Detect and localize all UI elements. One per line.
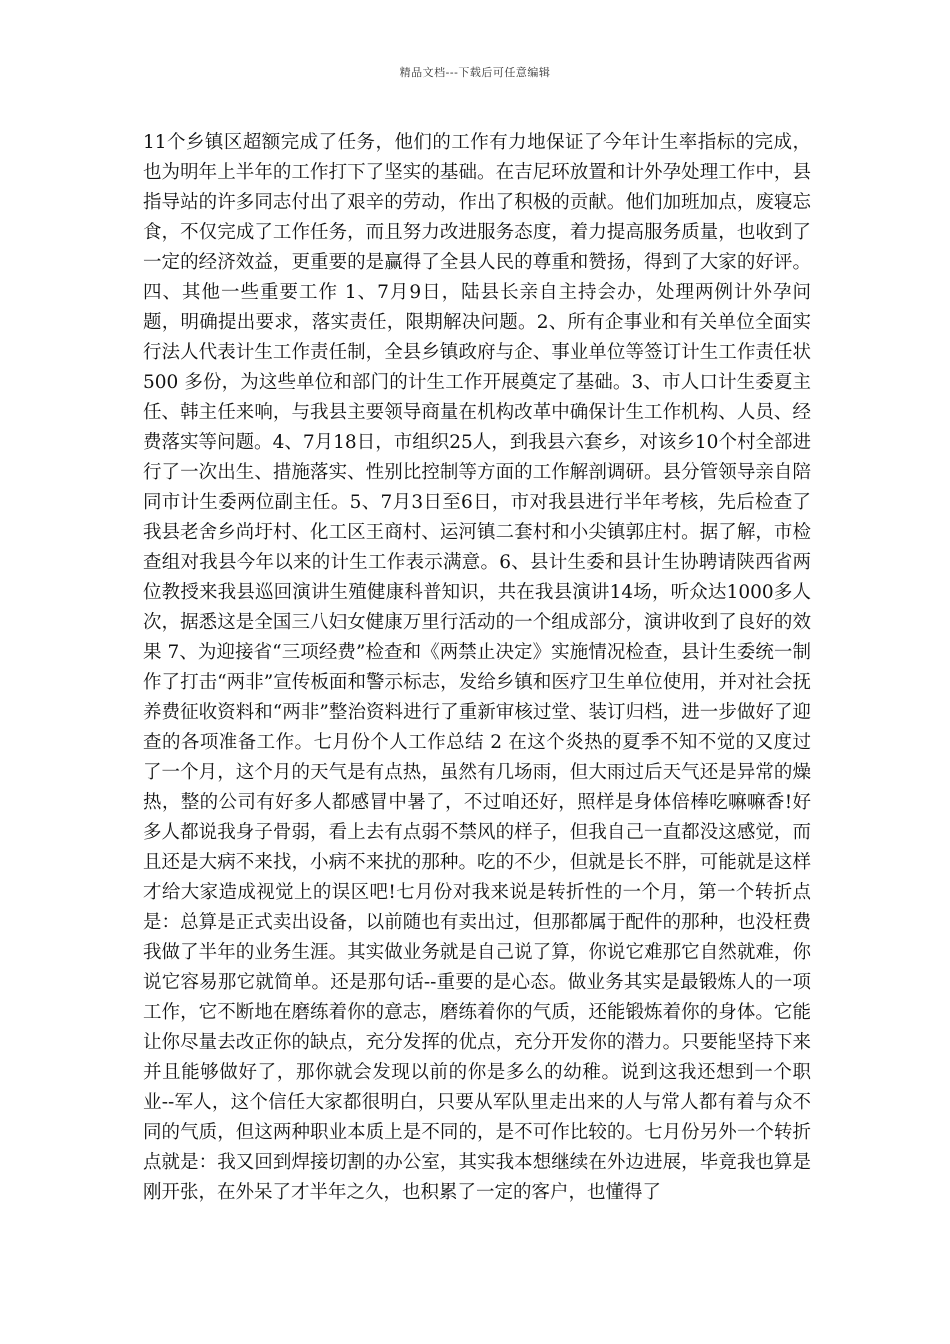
page-header: 精品文档---下载后可任意编辑 (399, 66, 551, 79)
body-paragraph: 11个乡镇区超额完成了任务，他们的工作有力地保证了今年计生率指标的完成，也为明年上半年的工作打下了坚实的基础。在吉尼环放置和计外孕处理工作中，县指导站的许多同志付出了艰辛的劳动，作出了积极的贡献。他们加班加点，废寝忘食，不仅完成了工作任务，而且努力改进服务态度，着力提高服务质量，也收到了一定的经济效益，更重要的是赢得了全县人民的尊重和赞扬，得到了大家的好评。四、其他一些重要工作 1、7月9日，陆县长亲自主持会办，处理两例计外孕问题，明确提出要求，落实责任，限期解决问题。2、所有企事业和有关单位全面实行法人代表计生工作责任制，全县乡镇政府与企、事业单位等签订计生工作责任状 500 多份，为这些单位和部门的计生工作开展奠定了基础。3、市人口计生委夏主任、韩主任来响，与我县主要领导商量在机构改革中确保计生工作机构、人员、经费落实等问题。4、7月18日，市组织25人，到我县六套乡，对该乡10个村全部进行了一次出生、措施落实、性别比控制等方面的工作解剖调研。县分管领导亲自陪同市计生委两位副主任。5、7月3日至6日，市对我县进行半年考核，先后检查了我县老舍乡尚圩村、化工区王商村、运河镇二套村和小尖镇郭庄村。据了解，市检查组对我县今年以来的计生工作表示满意。6、县计生委和县计生协聘请陕西省两位教授来我县巡回演讲生殖健康科普知识，共在我县演讲14场，听众达1000多人次，据悉这是全国三八妇女健康万里行活动的一个组成部分，演讲收到了良好的效果 7、为迎接省“三项经费”检查和《两禁止决定》实施情况检查，县计生委统一制作了打击“两非”宣传板面和警示标志，发给乡镇和医疗卫生单位使用，并对社会抚养费征收资料和“两非”整治资料进行了重新审核过堂、装订归档，进一步做好了迎查的各项准备工作。七月份个人工作总结 2 在这个炎热的夏季不知不觉的又度过了一个月，这个月的天气是有点热，虽然有几场雨，但大雨过后天气还是异常的燥热，整的公司有好多人都感冒中暑了，不过咱还好，照样是身体倍棒吃嘛嘛香!好多人都说我身子骨弱，看上去有点弱不禁风的样子，但我自己一直都没这感觉，而且还是大病不来找，小病不来扰的那种。吃的不少，但就是长不胖，可能就是这样才给大家造成视觉上的误区吧!七月份对我来说是转折性的一个月，第一个转折点是：总算是正式卖出设备，以前随也有卖出过，但那都属于配件的那种，也没枉费我做了半年的业务生涯。其实做业务就是自己说了算，你说它难那它自然就难，你说它容易那它就简单。还是那句话--重要的是心态。做业务其实是最锻炼人的一项工作，它不断地在磨练着你的意志，磨练着你的气质，还能锻炼着你的身体。它能让你尽量去改正你的缺点，充分发挥的优点，充分开发你的潜力。只要能坚持下来并且能够做好了，那你就会发现以前的你是多么的幼稚。说到这我还想到一个职业--军人，这个信任大家都很明白，只要从军队里走出来的人与常人都有着与众不同的气质，但这两种职业本质上是不同的，是不可作比较的。七月份另外一个转折点就是：我又回到焊接切割的办公室，其实我本想继续在外边进展，毕竟我也算是刚开张，在外呆了才半年之久，也积累了一定的客户，也懂得了 (143, 132, 811, 1203)
